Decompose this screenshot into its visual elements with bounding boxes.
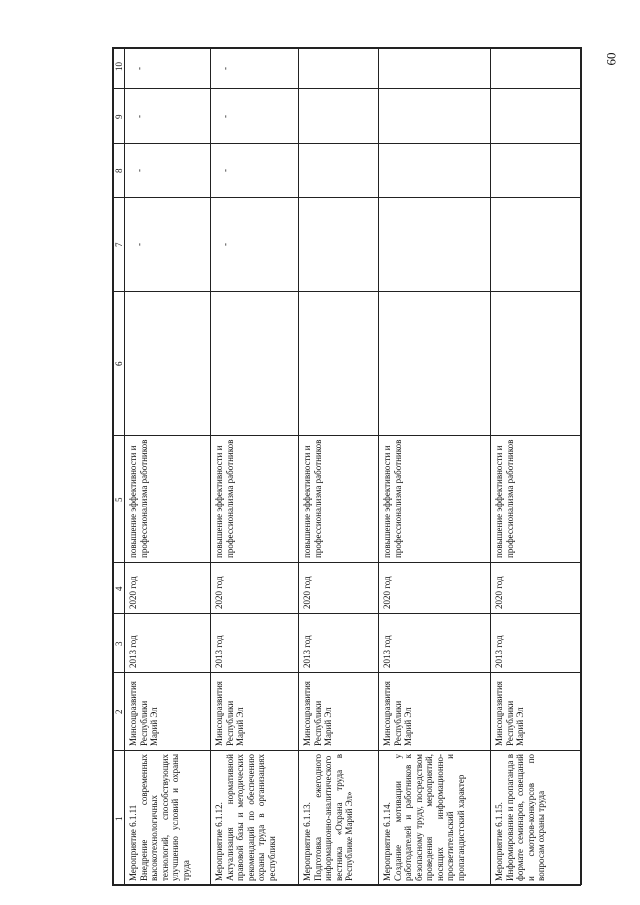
- row-border: [378, 47, 379, 885]
- start-year: 2013 год: [128, 635, 138, 668]
- header-column-number: 6: [114, 361, 124, 366]
- measure-text: Мероприятие 6.1.13. Подготовка ежегодного информационно-аналитического вестника «Охрана труда в Республике Марий Эл»: [302, 754, 354, 881]
- expected-result: повышение эффективности и профессионализма работников: [382, 439, 403, 558]
- row-border: [124, 47, 125, 885]
- column-10: -: [134, 66, 144, 70]
- column-8: -: [220, 169, 230, 172]
- column-border: [112, 197, 581, 198]
- row-border: [210, 47, 211, 885]
- header-column-number: 1: [114, 816, 124, 821]
- column-10: -: [220, 66, 230, 70]
- page-number-text: 60: [603, 52, 618, 66]
- expected-result: повышение эффективности и профессионализма работников: [302, 439, 323, 558]
- header-column-number: 5: [114, 497, 124, 502]
- column-border: [112, 750, 581, 751]
- header-column-number: 7: [114, 242, 124, 247]
- column-7: -: [220, 243, 230, 246]
- measures-table: [112, 47, 581, 885]
- header-column-number: 3: [114, 641, 124, 646]
- column-8: -: [134, 169, 144, 172]
- column-border: [112, 143, 581, 144]
- column-border: [112, 613, 581, 614]
- column-border: [112, 291, 581, 292]
- row-border: [580, 47, 582, 885]
- measure-text: Мероприятие 6.1.14. Создание мотивации у работодателей и работников к безопасному труду, посредством проведения мероприятий, носящих информационно-просветительский и пропагандистский характер: [382, 754, 466, 881]
- column-border: [112, 435, 581, 436]
- header-column-number: 10: [114, 61, 124, 71]
- header-column-number: 2: [114, 709, 124, 714]
- expected-result: повышение эффективности и профессионализма работников: [214, 439, 235, 558]
- measure-text: Мероприятие 6.1.11 Внедрение современных высокотехнологичных технологий, способствующих улучшению условий и охраны труда: [128, 754, 191, 881]
- start-year: 2013 год: [302, 635, 312, 668]
- header-column-number: 8: [114, 168, 124, 173]
- column-border: [112, 672, 581, 673]
- expected-result: повышение эффективности и профессионализма работников: [494, 439, 515, 558]
- measure-text: Мероприятие 6.1.15. Информирование и пропаганда в формате семинаров, совещаний и смотров-конкурсов по вопросам охраны труда: [494, 754, 546, 881]
- executor-text: Минсоцразвития Республики Марий Эл: [214, 681, 245, 746]
- end-year: 2020 год: [494, 576, 504, 609]
- expected-result: повышение эффективности и профессионализма работников: [128, 439, 149, 558]
- column-border: [112, 88, 581, 89]
- end-year: 2020 год: [382, 576, 392, 609]
- column-border: [112, 47, 581, 49]
- executor-text: Минсоцразвития Республики Марий Эл: [494, 681, 525, 746]
- executor-text: Минсоцразвития Республики Марий Эл: [382, 681, 413, 746]
- start-year: 2013 год: [382, 635, 392, 668]
- measure-text: Мероприятие 6.1.12. Актуализация нормативной правовой базы и методических рекомендаций по обеспечению охраны труда в организациях республики: [214, 754, 277, 881]
- column-9: -: [220, 114, 230, 118]
- row-border: [490, 47, 491, 885]
- column-9: -: [134, 114, 144, 118]
- end-year: 2020 год: [302, 576, 312, 609]
- start-year: 2013 год: [494, 635, 504, 668]
- column-border: [112, 562, 581, 563]
- column-7: -: [134, 243, 144, 246]
- row-border: [298, 47, 299, 885]
- executor-text: Минсоцразвития Республики Марий Эл: [302, 681, 333, 746]
- end-year: 2020 год: [128, 576, 138, 609]
- end-year: 2020 год: [214, 576, 224, 609]
- page-number: [596, 44, 626, 74]
- header-column-number: 9: [114, 114, 124, 119]
- start-year: 2013 год: [214, 635, 224, 668]
- executor-text: Минсоцразвития Республики Марий Эл: [128, 681, 159, 746]
- column-border: [112, 884, 581, 886]
- header-column-number: 4: [114, 586, 124, 591]
